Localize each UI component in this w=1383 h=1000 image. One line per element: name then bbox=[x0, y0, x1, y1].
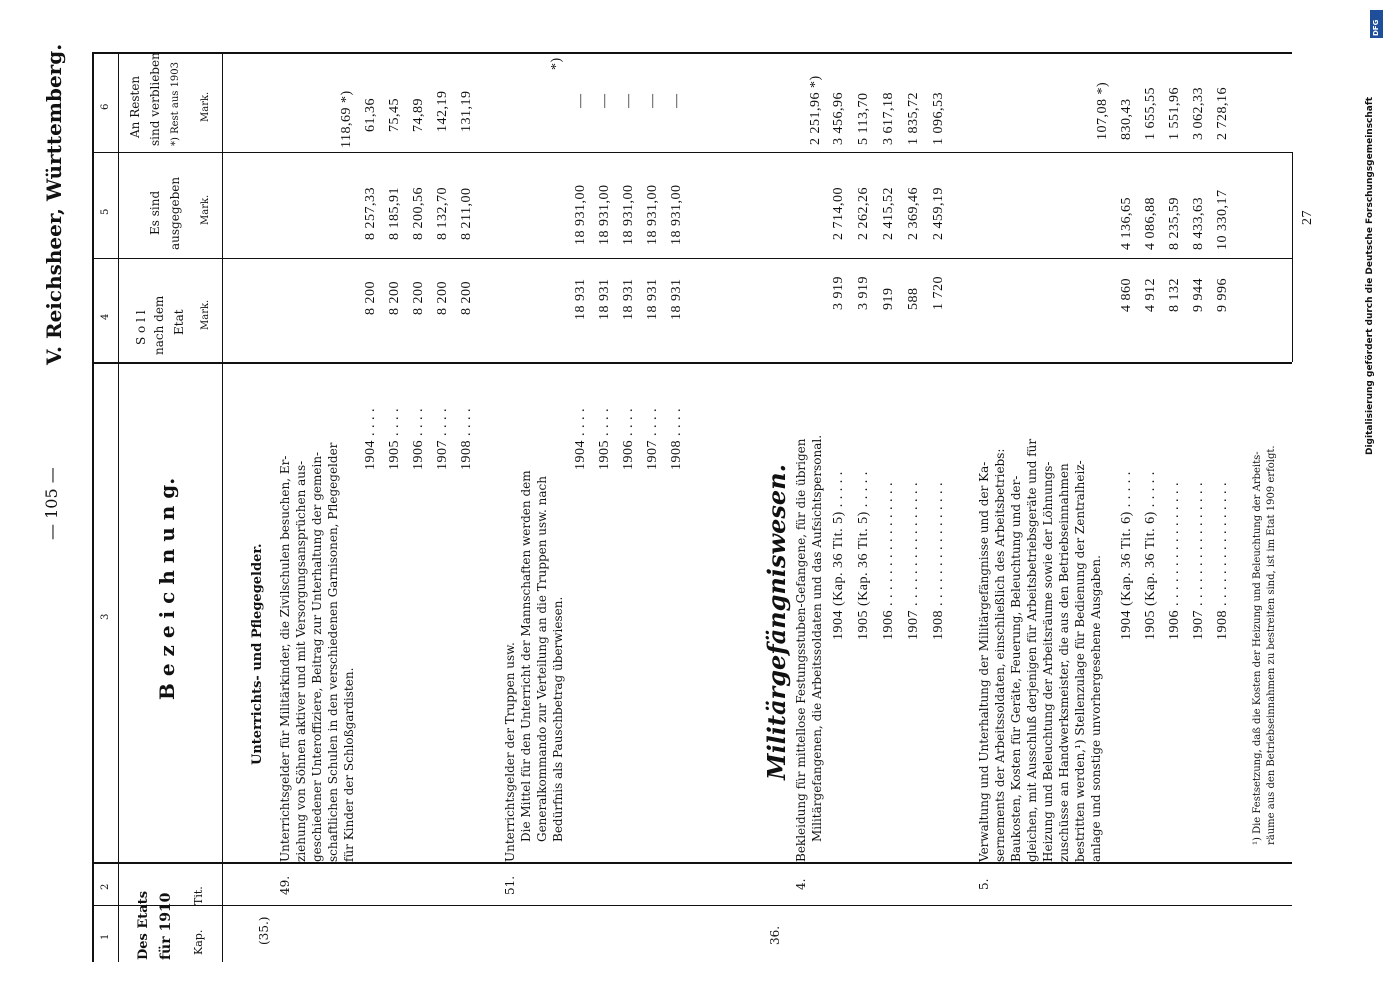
tit-5-text-3: Baukosten, Kosten für Geräte, Feuerung, Beleuchtung und der- bbox=[1009, 475, 1023, 862]
tit-4-rest-3: 5 113,70 bbox=[856, 92, 871, 145]
kap-36-label: 36. bbox=[768, 925, 782, 945]
col-number-6: 6 bbox=[100, 103, 111, 110]
tit-51-rest-1907: — bbox=[645, 93, 660, 108]
tit-51-soll-1906: 18 931 bbox=[621, 278, 636, 320]
tit-51-ausg-1907: 18 931,00 bbox=[645, 184, 660, 245]
tit-51-year-1905: 1905 . . . . bbox=[597, 408, 612, 470]
header-kap: Kap. bbox=[192, 929, 205, 955]
tit-51-ausg-1904: 18 931,00 bbox=[573, 184, 588, 245]
tit-51-rest-star: *) bbox=[549, 57, 564, 70]
section-heading-pflegegelder: Unterrichts- und Pflegegelder. bbox=[250, 543, 265, 765]
tit-4-ausg-1908: 2 459,19 bbox=[931, 187, 946, 240]
page-number: — 105 — bbox=[42, 467, 61, 540]
tit-51-year-1906: 1906 . . . . bbox=[621, 408, 636, 470]
tit-51-text-4: Bedürfnis als Pauschbetrag überwiesen. bbox=[551, 596, 565, 842]
tit-49-year-1906: 1906 . . . . bbox=[411, 408, 426, 470]
tit-4-rest-4: 3 617,18 bbox=[881, 92, 896, 145]
tit-4-rest-2: 3 456,96 bbox=[831, 92, 846, 145]
tit-51-rest-1905: — bbox=[597, 93, 612, 108]
tit-5-ausg-1905: 4 086,88 bbox=[1143, 197, 1158, 250]
tit-5-soll-1907: 9 944 bbox=[1191, 278, 1206, 312]
tit-4-ausg-1907: 2 369,46 bbox=[906, 187, 921, 240]
tit-51-year-1907: 1907 . . . . bbox=[645, 408, 660, 470]
tit-4-year-1906: 1906 . . . . . . . . . . . . . . . . bbox=[881, 482, 896, 640]
tit-49-rest-4: 74,89 bbox=[411, 98, 426, 132]
tit-49-year-1904: 1904 . . . . bbox=[363, 408, 378, 470]
header-rule-4 bbox=[92, 362, 1292, 364]
kap-35-label: (35.) bbox=[257, 916, 271, 945]
header-soll: S o l l bbox=[134, 310, 148, 345]
tit-49-rest-1: 118,69 *) bbox=[339, 90, 354, 148]
tit-51-rest-1906: — bbox=[621, 93, 636, 108]
header-ausgegeben: ausgegeben bbox=[168, 176, 182, 250]
tit-5-rest-5: 3 062,33 bbox=[1191, 87, 1206, 140]
tit-5-year-1905: 1905 (Kap. 36 Tit. 6) . . . . . bbox=[1143, 471, 1158, 640]
tit-5-ausg-1907: 8 433,63 bbox=[1191, 197, 1206, 250]
header-es-sind: Es sind bbox=[148, 190, 162, 235]
header-an-resten: An Resten bbox=[128, 75, 142, 138]
tit-49-ausg-1904: 8 257,33 bbox=[363, 187, 378, 240]
header-rest-aus: *) Rest aus 1903 bbox=[170, 61, 181, 146]
tit-49-rest-5: 142,19 bbox=[435, 90, 450, 132]
tit-49-text-2: ziehung von Söhnen aktiver und mit Versorgungsansprüchen aus- bbox=[294, 460, 308, 862]
col-number-5: 5 bbox=[100, 208, 111, 215]
tit-4-year-1904: 1904 (Kap. 36 Tit. 5) . . . . . bbox=[831, 471, 846, 640]
tit-51-soll-1904: 18 931 bbox=[573, 278, 588, 320]
col-number-4: 4 bbox=[100, 313, 111, 320]
tit-5-rest-2: 830,43 bbox=[1119, 98, 1134, 140]
chapter-title: V. Reichsheer, Württemberg. bbox=[42, 43, 66, 365]
tit-5-text-7: bestritten werden,¹) Stellenzulage für Bedienung der Zentralheiz- bbox=[1073, 460, 1087, 862]
tit-49-soll-1907: 8 200 bbox=[435, 281, 450, 315]
col-num-rule bbox=[118, 52, 119, 962]
tit-4-text-2: Militärgefangenen, die Arbeitssoldaten und das Aufsichtspersonal. bbox=[810, 434, 824, 842]
header-rule-1 bbox=[92, 52, 1292, 54]
header-rule-5 bbox=[92, 862, 1292, 864]
tit-5-year-1906: 1906 . . . . . . . . . . . . . . . . bbox=[1167, 482, 1182, 640]
tit-4-ausg-1905: 2 262,26 bbox=[856, 187, 871, 240]
tit-51-label: 51. bbox=[503, 875, 517, 895]
tit-4-ausg-1906: 2 415,52 bbox=[881, 187, 896, 240]
tit-49-ausg-1907: 8 132,70 bbox=[435, 187, 450, 240]
section-heading-militaergefaengniswesen: Militärgefängniswesen. bbox=[762, 464, 791, 780]
tit-49-soll-1905: 8 200 bbox=[387, 281, 402, 315]
tit-49-label: 49. bbox=[278, 875, 292, 895]
header-sind-verblieben: sind verblieben bbox=[148, 52, 162, 146]
tit-5-rest-3: 1 655,55 bbox=[1143, 87, 1158, 140]
tit-51-ausg-1908: 18 931,00 bbox=[669, 184, 684, 245]
header-mark-4: Mark. bbox=[200, 299, 211, 330]
tit-4-soll-1908: 1 720 bbox=[931, 276, 946, 310]
tit-49-soll-1904: 8 200 bbox=[363, 281, 378, 315]
tit-49-rest-2: 61,36 bbox=[363, 98, 378, 132]
tit-4-ausg-1904: 2 714,00 bbox=[831, 187, 846, 240]
tit-49-year-1908: 1908 . . . . bbox=[459, 408, 474, 470]
footer-page-number: 27 bbox=[1300, 210, 1315, 225]
col-number-2: 2 bbox=[100, 883, 111, 890]
header-des-etats: Des Etats bbox=[136, 890, 151, 960]
header-etat: Etat bbox=[172, 309, 186, 335]
tit-4-year-1905: 1905 (Kap. 36 Tit. 5) . . . . . bbox=[856, 471, 871, 640]
tit-4-year-1908: 1908 . . . . . . . . . . . . . . . . bbox=[931, 482, 946, 640]
tit-5-rest-6: 2 728,16 bbox=[1215, 87, 1230, 140]
tit-51-soll-1907: 18 931 bbox=[645, 278, 660, 320]
tit-5-ausg-1904: 4 136,65 bbox=[1119, 197, 1134, 250]
tit-49-text-1: Unterrichtsgelder für Militärkinder, die Zivilschulen besuchen, Er- bbox=[278, 455, 292, 862]
tit-49-text-4: schaftlichen Schulen in den verschiedenen Garnisonen, Pflegegelder bbox=[326, 442, 340, 862]
tit-5-text-2: sernements der Arbeitssoldaten, einschließlich des Arbeitsbetriebs: bbox=[993, 448, 1007, 862]
digitization-note: Digitalisierung gefördert durch die Deutsche Forschungsgemeinschaft bbox=[1365, 96, 1375, 455]
tit-5-soll-1904: 4 860 bbox=[1119, 278, 1134, 312]
tit-4-text-1: Bekleidung für mittellose Festungsstuben-Gefangene, für die übrigen bbox=[794, 438, 808, 862]
footnote-line-2: räume aus den Betriebseinnahmen zu bestreiten sind, ist im Etat 1909 erfolgt. bbox=[1266, 445, 1277, 845]
tit-51-soll-1908: 18 931 bbox=[669, 278, 684, 320]
bottom-rule bbox=[1292, 152, 1293, 362]
col-head-rule bbox=[222, 52, 223, 962]
tit-49-year-1907: 1907 . . . . bbox=[435, 408, 450, 470]
header-mark-6: Mark. bbox=[200, 91, 211, 122]
tit-5-rest-1: 107,08 *) bbox=[1095, 81, 1110, 140]
tit-51-year-1908: 1908 . . . . bbox=[669, 408, 684, 470]
tit-51-rest-1908: — bbox=[669, 93, 684, 108]
tit-5-text-4: gleichen, mit Ausschluß derjenigen für Arbeitsbetriebsgeräte und für bbox=[1025, 438, 1039, 862]
tit-51-rest-1904: — bbox=[573, 93, 588, 108]
tit-49-year-1905: 1905 . . . . bbox=[387, 408, 402, 470]
tit-49-text-3: geschiedener Unteroffiziere, Beitrag zur Unterhaltung der gemein- bbox=[310, 451, 324, 862]
tit-49-ausg-1906: 8 200,56 bbox=[411, 187, 426, 240]
tit-49-ausg-1908: 8 211,00 bbox=[459, 187, 474, 240]
tit-51-ausg-1905: 18 931,00 bbox=[597, 184, 612, 245]
tit-49-soll-1908: 8 200 bbox=[459, 281, 474, 315]
tit-49-soll-1906: 8 200 bbox=[411, 281, 426, 315]
tit-5-text-5: Heizung und Beleuchtung der Arbeitsräume sowie der Löhnungs- bbox=[1041, 461, 1055, 862]
tit-4-year-1907: 1907 . . . . . . . . . . . . . . . . bbox=[906, 482, 921, 640]
tit-51-ausg-1906: 18 931,00 bbox=[621, 184, 636, 245]
tit-5-soll-1905: 4 912 bbox=[1143, 278, 1158, 312]
top-rule bbox=[92, 52, 94, 962]
tit-4-soll-1904: 3 919 bbox=[831, 276, 846, 310]
tit-49-rest-3: 75,45 bbox=[387, 98, 402, 132]
tit-51-text-2: Die Mittel für den Unterricht der Mannschaften werden dem bbox=[519, 470, 533, 842]
tit-4-soll-1907: 588 bbox=[906, 287, 921, 310]
tit-4-soll-1905: 3 919 bbox=[856, 276, 871, 310]
col-number-3: 3 bbox=[100, 613, 111, 620]
footnote-line-1: ¹) Die Festsetzung, daß die Kosten der Heizung und Beleuchtung der Arbeits- bbox=[1252, 451, 1263, 845]
header-rule-2 bbox=[92, 152, 1292, 153]
header-tit: Tit. bbox=[192, 886, 205, 905]
tit-4-soll-1906: 919 bbox=[881, 287, 896, 310]
tit-49-text-5: für Kinder der Schloßgardisten. bbox=[342, 667, 356, 862]
tit-4-rest-5: 1 835,72 bbox=[906, 92, 921, 145]
tit-5-label: 5. bbox=[977, 878, 991, 890]
header-rule-3 bbox=[92, 258, 1292, 259]
tit-5-text-1: Verwaltung und Unterhaltung der Militärgefängnisse und der Ka- bbox=[977, 461, 991, 862]
tit-5-rest-4: 1 551,96 bbox=[1167, 87, 1182, 140]
header-rule-6 bbox=[92, 905, 1292, 906]
header-mark-5: Mark. bbox=[200, 194, 211, 225]
tit-4-label: 4. bbox=[794, 878, 808, 890]
tit-5-ausg-1908: 10 330,17 bbox=[1215, 189, 1230, 250]
header-bezeichnung: B e z e i c h n u n g. bbox=[155, 477, 179, 700]
tit-49-rest-6: 131,19 bbox=[459, 90, 474, 132]
tit-5-soll-1906: 8 132 bbox=[1167, 278, 1182, 312]
col-number-1: 1 bbox=[100, 933, 111, 940]
tit-5-soll-1908: 9 996 bbox=[1215, 278, 1230, 312]
tit-5-year-1908: 1908 . . . . . . . . . . . . . . . . bbox=[1215, 482, 1230, 640]
tit-5-ausg-1906: 8 235,59 bbox=[1167, 197, 1182, 250]
tit-51-text-3: Generalkommando zur Verteilung an die Truppen usw. nach bbox=[535, 476, 549, 842]
tit-5-year-1904: 1904 (Kap. 36 Tit. 6) . . . . . bbox=[1119, 471, 1134, 640]
dfg-logo: DFG bbox=[1370, 10, 1383, 38]
tit-4-rest-1: 2 251,96 *) bbox=[808, 75, 823, 145]
tit-5-text-8: anlage und sonstige unvorhergesehene Ausgaben. bbox=[1089, 555, 1103, 862]
tit-5-text-6: zuschüsse an Handwerksmeister, die aus den Betriebseinnahmen bbox=[1057, 463, 1071, 862]
tit-51-soll-1905: 18 931 bbox=[597, 278, 612, 320]
header-fuer-1910: für 1910 bbox=[158, 892, 174, 960]
tit-51-year-1904: 1904 . . . . bbox=[573, 408, 588, 470]
tit-4-rest-6: 1 096,53 bbox=[931, 92, 946, 145]
tit-5-year-1907: 1907 . . . . . . . . . . . . . . . . bbox=[1191, 482, 1206, 640]
tit-49-ausg-1905: 8 185,91 bbox=[387, 187, 402, 240]
header-nach-dem: nach dem bbox=[152, 295, 166, 355]
tit-51-text-1: Unterrichtsgelder der Truppen usw. bbox=[503, 642, 517, 862]
